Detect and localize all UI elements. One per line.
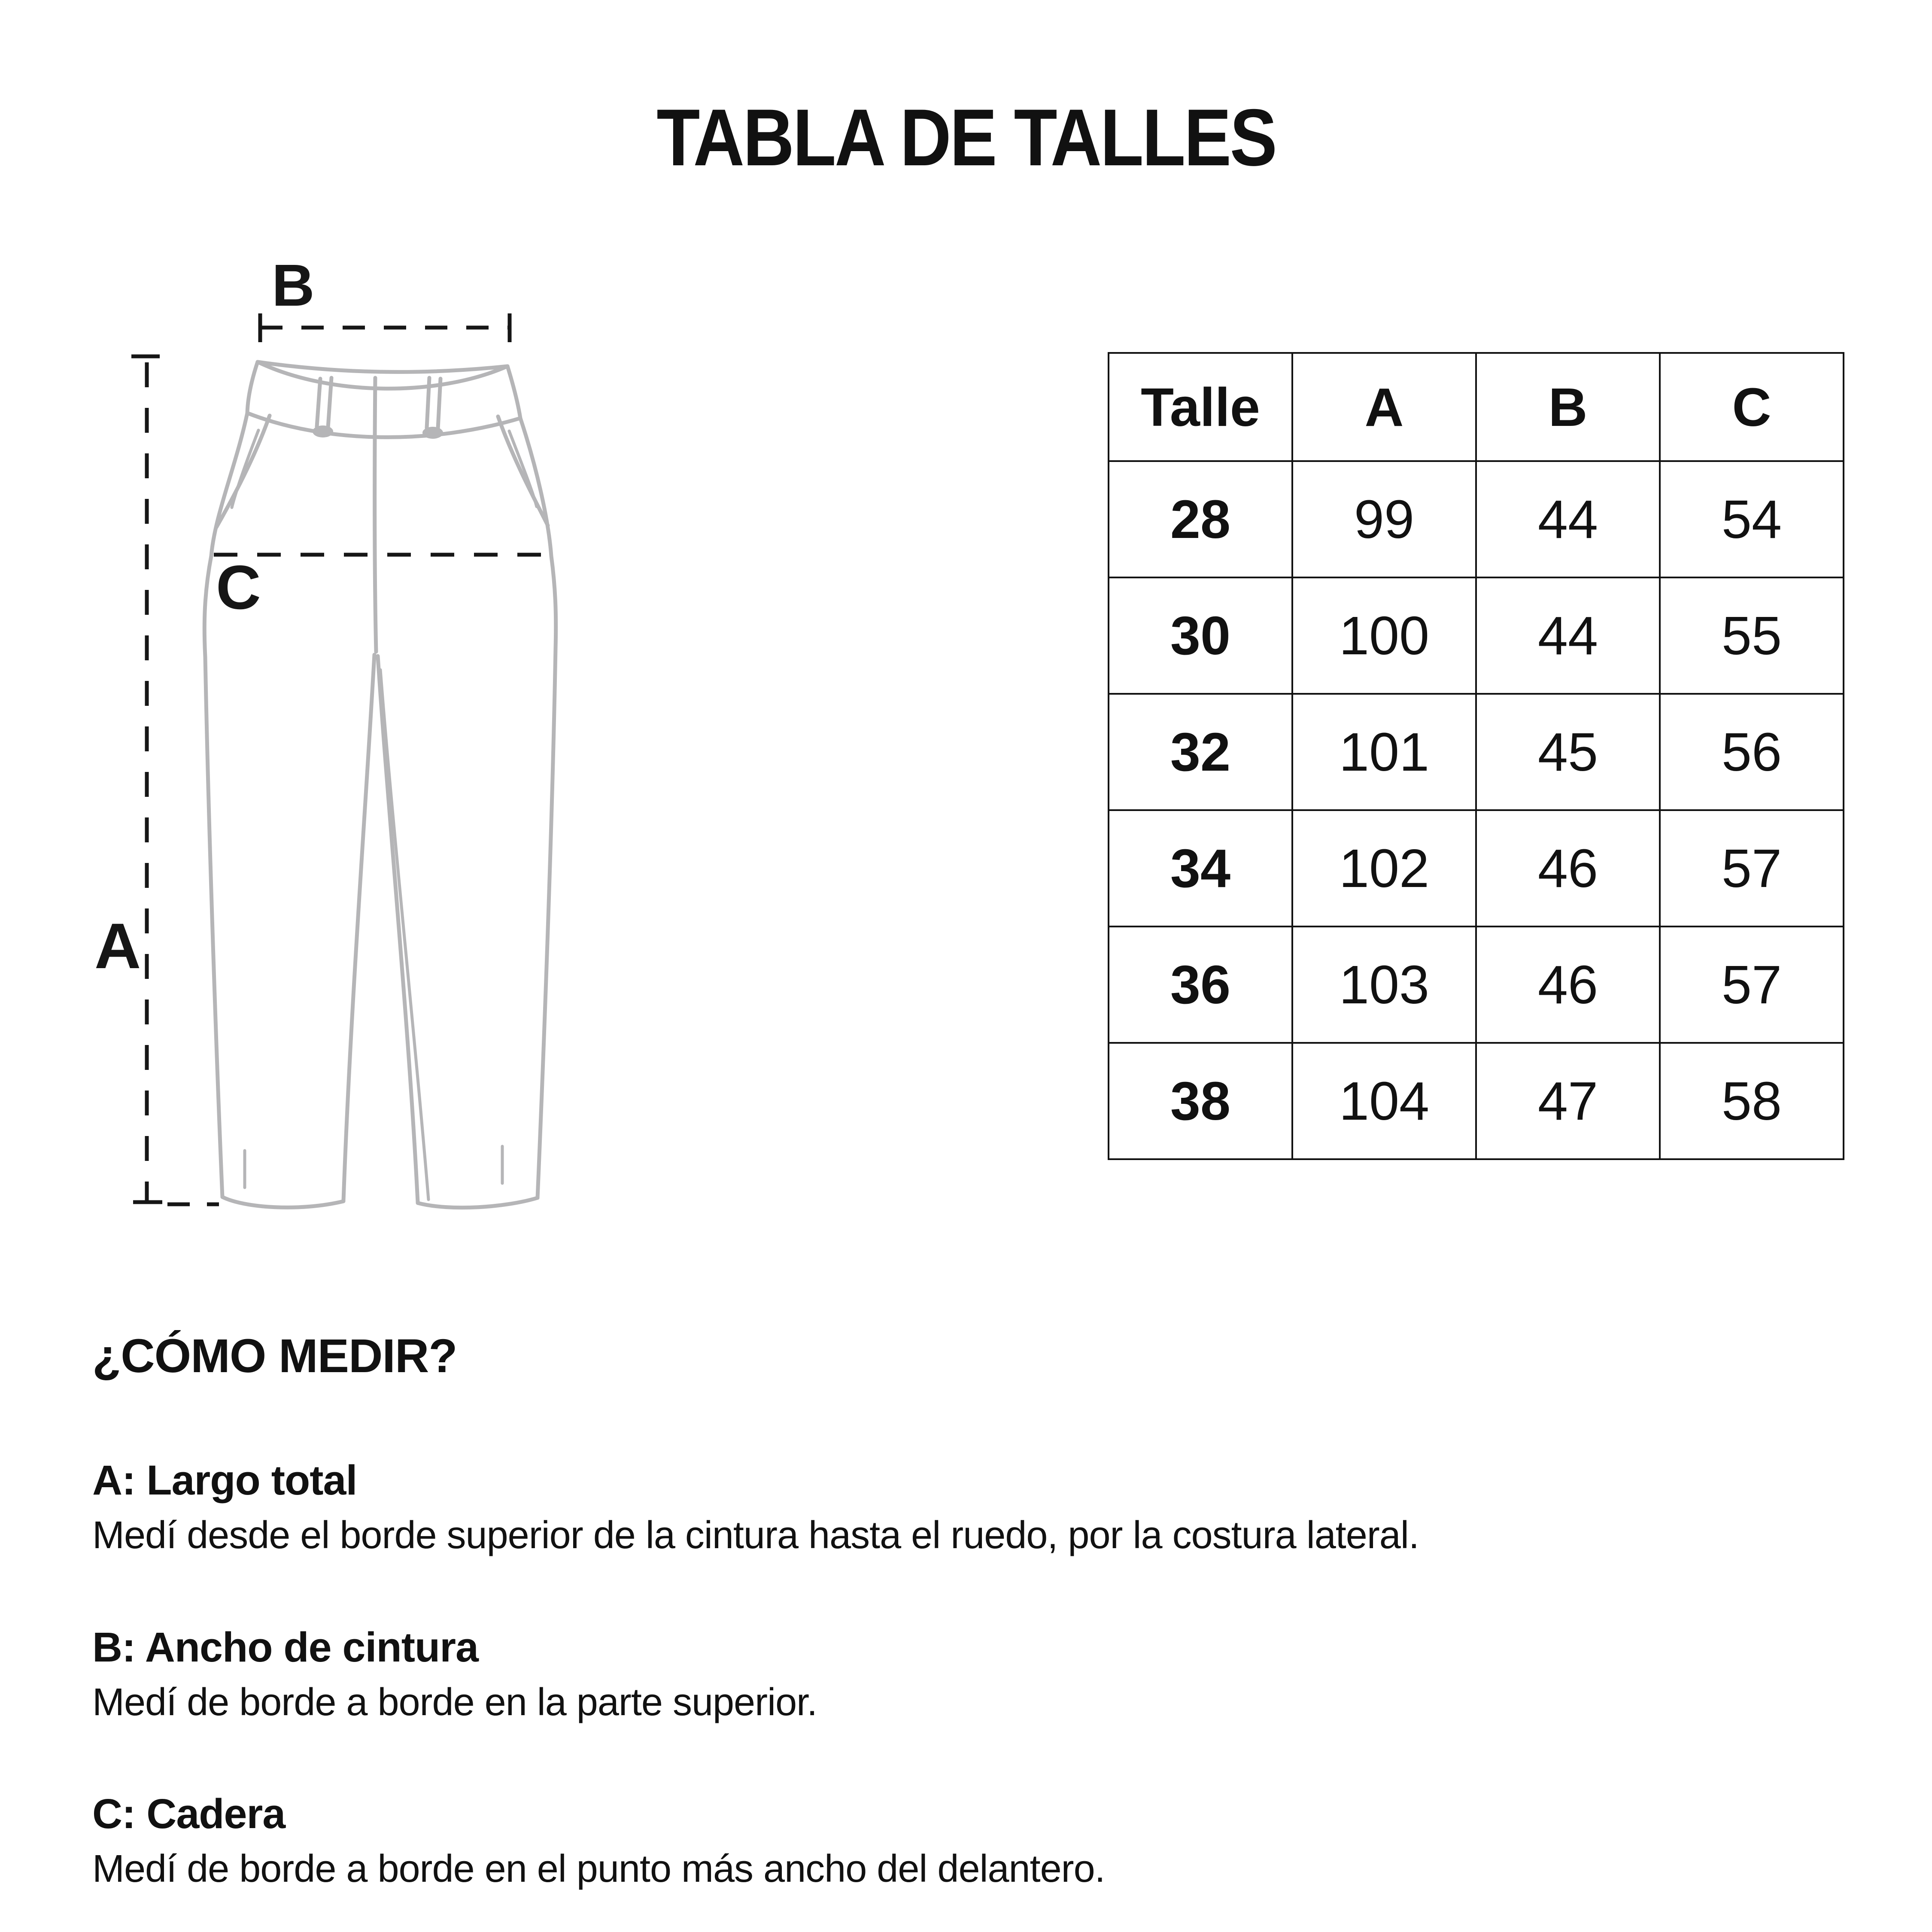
measurement-lines [131, 313, 551, 1204]
measure-item-a-label: A: Largo total [92, 1457, 357, 1504]
page-title: TABLA DE TALLES [656, 92, 1276, 182]
size-cell-a: 101 [1292, 694, 1476, 810]
size-row [1109, 927, 1844, 1043]
inseam-right-double [380, 670, 428, 1200]
size-cell-talle: 38 [1109, 1043, 1292, 1159]
size-cell-c: 56 [1660, 694, 1844, 810]
measure-item-c [92, 1790, 1509, 1893]
measure-item-a-description: Medí desde el borde superior de la cintura hasta el ruedo, por la costura lateral. [92, 1514, 1419, 1557]
size-cell-talle: 34 [1109, 810, 1292, 927]
pocket-left-inner [232, 430, 258, 507]
waist-top-edge [258, 362, 507, 372]
size-cell-a: 102 [1292, 810, 1476, 927]
hem-left [222, 1197, 343, 1207]
size-cell-b: 44 [1476, 461, 1660, 577]
measure-item-c-label: C: Cadera [92, 1790, 286, 1837]
measure-item-c-description: Medí de borde a borde en el punto más ancho del delantero. [92, 1847, 1105, 1890]
size-row [1109, 1043, 1844, 1159]
size-row [1109, 694, 1844, 810]
size-row [1109, 810, 1844, 927]
how-to-measure-heading: ¿CÓMO MEDIR? [92, 1330, 457, 1382]
size-cell-a: 103 [1292, 927, 1476, 1043]
pants-diagram [43, 236, 644, 1352]
col-header-c: C [1660, 353, 1844, 461]
size-cell-c: 58 [1660, 1043, 1844, 1159]
size-cell-a: 100 [1292, 577, 1476, 694]
size-cell-talle: 30 [1109, 577, 1292, 694]
header-row [1109, 353, 1844, 461]
outer-seam-left [204, 362, 258, 1197]
measure-label-c: C [216, 553, 261, 622]
size-cell-c: 54 [1660, 461, 1844, 577]
pocket-right-inner [509, 431, 537, 507]
size-cell-c: 57 [1660, 810, 1844, 927]
measure-item-b [92, 1623, 1509, 1727]
size-cell-b: 46 [1476, 927, 1660, 1043]
belt-loop-right-base [422, 427, 443, 439]
inseam-left [343, 655, 374, 1200]
size-cell-talle: 36 [1109, 927, 1292, 1043]
size-cell-talle: 32 [1109, 694, 1292, 810]
size-table-header [1109, 353, 1844, 461]
size-cell-b: 47 [1476, 1043, 1660, 1159]
waistband-bottom-seam [247, 413, 520, 437]
size-cell-b: 46 [1476, 810, 1660, 927]
measure-label-b: B [272, 252, 315, 319]
measure-label-a: A [94, 910, 141, 982]
inseam-right [378, 656, 418, 1202]
col-header-talle: Talle [1109, 353, 1292, 461]
size-cell-b: 45 [1476, 694, 1660, 810]
col-header-b: B [1476, 353, 1660, 461]
size-cell-c: 57 [1660, 927, 1844, 1043]
size-cell-talle: 28 [1109, 461, 1292, 577]
measure-item-a [92, 1456, 1509, 1560]
col-header-a: A [1292, 353, 1476, 461]
belt-loop-left [317, 378, 331, 428]
size-cell-a: 99 [1292, 461, 1476, 577]
belt-loop-left-base [313, 425, 333, 437]
size-cell-a: 104 [1292, 1043, 1476, 1159]
page-title-row [0, 91, 1932, 184]
measure-item-b-label: B: Ancho de cintura [92, 1623, 478, 1671]
hem-right [418, 1198, 538, 1208]
how-to-measure-section [92, 1329, 1509, 1932]
size-row [1109, 577, 1844, 694]
pants-drawing [204, 362, 556, 1208]
size-row [1109, 461, 1844, 577]
size-table-body [1109, 461, 1844, 1159]
measure-item-b-description: Medí de borde a borde en la parte superior. [92, 1680, 817, 1724]
size-cell-b: 44 [1476, 577, 1660, 694]
front-rise-seam [375, 378, 376, 652]
size-table [1108, 352, 1844, 1160]
size-cell-c: 55 [1660, 577, 1844, 694]
